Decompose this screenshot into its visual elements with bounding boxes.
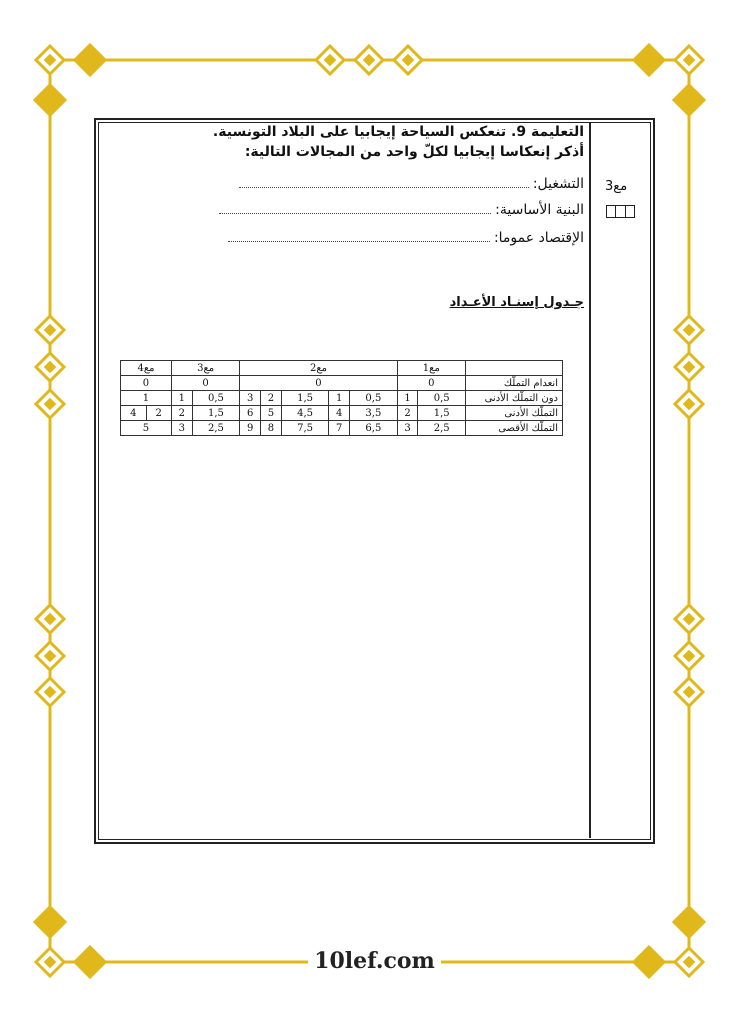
answer-field-infrastructure[interactable] — [219, 202, 584, 218]
score-cell: 3 — [171, 421, 192, 436]
score-cell: 7,5 — [281, 421, 329, 436]
score-cell: 1,5 — [281, 391, 329, 406]
criterion-header: مع2 — [240, 361, 397, 376]
criteria-sidebar — [589, 122, 651, 838]
field-label: البنية الأساسية: — [495, 202, 584, 218]
score-cell: 4 — [121, 406, 147, 421]
site-watermark: 10lef.com — [0, 948, 749, 974]
score-cell: 1 — [121, 391, 172, 406]
field-label: الإقتصاد عموما: — [493, 230, 584, 246]
score-cell: 4 — [329, 406, 350, 421]
diamond-ornament — [674, 907, 704, 937]
diamond-ornament — [75, 45, 105, 75]
diamond-ornament — [35, 85, 65, 115]
table-row — [121, 406, 563, 421]
score-cell: 0,5 — [350, 391, 398, 406]
table-corner-cell — [466, 361, 563, 376]
score-cell: 3 — [397, 421, 418, 436]
table-row — [121, 376, 563, 391]
score-cell: 7 — [329, 421, 350, 436]
score-boxes — [606, 205, 635, 218]
score-cell: 5 — [121, 421, 172, 436]
score-cell: 0,5 — [192, 391, 240, 406]
score-cell: 0 — [121, 376, 172, 391]
question-instruction: أذكر إنعكاسا إيجابيا لكلّ واحد من المجالات التالية: — [244, 144, 584, 160]
diamond-ornament — [634, 45, 664, 75]
field-label: التشغيل: — [532, 176, 584, 192]
criterion-header: مع4 — [121, 361, 172, 376]
criterion-header: مع1 — [397, 361, 465, 376]
score-cell: 2 — [261, 391, 282, 406]
score-cell: 1 — [329, 391, 350, 406]
score-cell: 3 — [240, 391, 261, 406]
answer-line[interactable] — [219, 213, 491, 214]
level-label: دون التملّك الأدنى — [466, 391, 563, 406]
diamond-ornament — [674, 85, 704, 115]
answer-field-economy[interactable] — [228, 230, 584, 246]
answer-line[interactable] — [239, 187, 529, 188]
score-cell: 2,5 — [192, 421, 240, 436]
score-cell: 8 — [261, 421, 282, 436]
table-header-row — [121, 361, 563, 376]
score-cell: 9 — [240, 421, 261, 436]
level-label: التملّك الأدنى — [466, 406, 563, 421]
answer-line[interactable] — [228, 241, 490, 242]
score-cell: 2 — [171, 406, 192, 421]
score-cell: 5 — [261, 406, 282, 421]
level-label: التملّك الأقصى — [466, 421, 563, 436]
score-cell: 4,5 — [281, 406, 329, 421]
diamond-ornament — [35, 907, 65, 937]
table-row — [121, 421, 563, 436]
score-cell: 2 — [146, 406, 171, 421]
score-cell: 0 — [171, 376, 239, 391]
score-cell: 0,5 — [418, 391, 466, 406]
question-title: التعليمة 9. تنعكس السياحة إيجابيا على البلاد التونسية. — [212, 124, 584, 140]
score-cell: 0 — [240, 376, 397, 391]
criterion-label: مع3 — [605, 179, 628, 194]
grading-table-title: جـدول إسنـاد الأعـداد — [449, 295, 584, 310]
level-label: انعدام التملّك — [466, 376, 563, 391]
criterion-header: مع3 — [171, 361, 239, 376]
score-cell: 1,5 — [418, 406, 466, 421]
score-cell: 0 — [397, 376, 465, 391]
score-cell: 2 — [397, 406, 418, 421]
score-cell: 6,5 — [350, 421, 398, 436]
score-cell: 6 — [240, 406, 261, 421]
score-cell: 2,5 — [418, 421, 466, 436]
score-cell: 1 — [171, 391, 192, 406]
score-cell: 3,5 — [350, 406, 398, 421]
table-row — [121, 391, 563, 406]
grading-table — [120, 360, 563, 436]
score-cell: 1,5 — [192, 406, 240, 421]
score-cell: 1 — [397, 391, 418, 406]
answer-field-employment[interactable] — [239, 176, 584, 192]
